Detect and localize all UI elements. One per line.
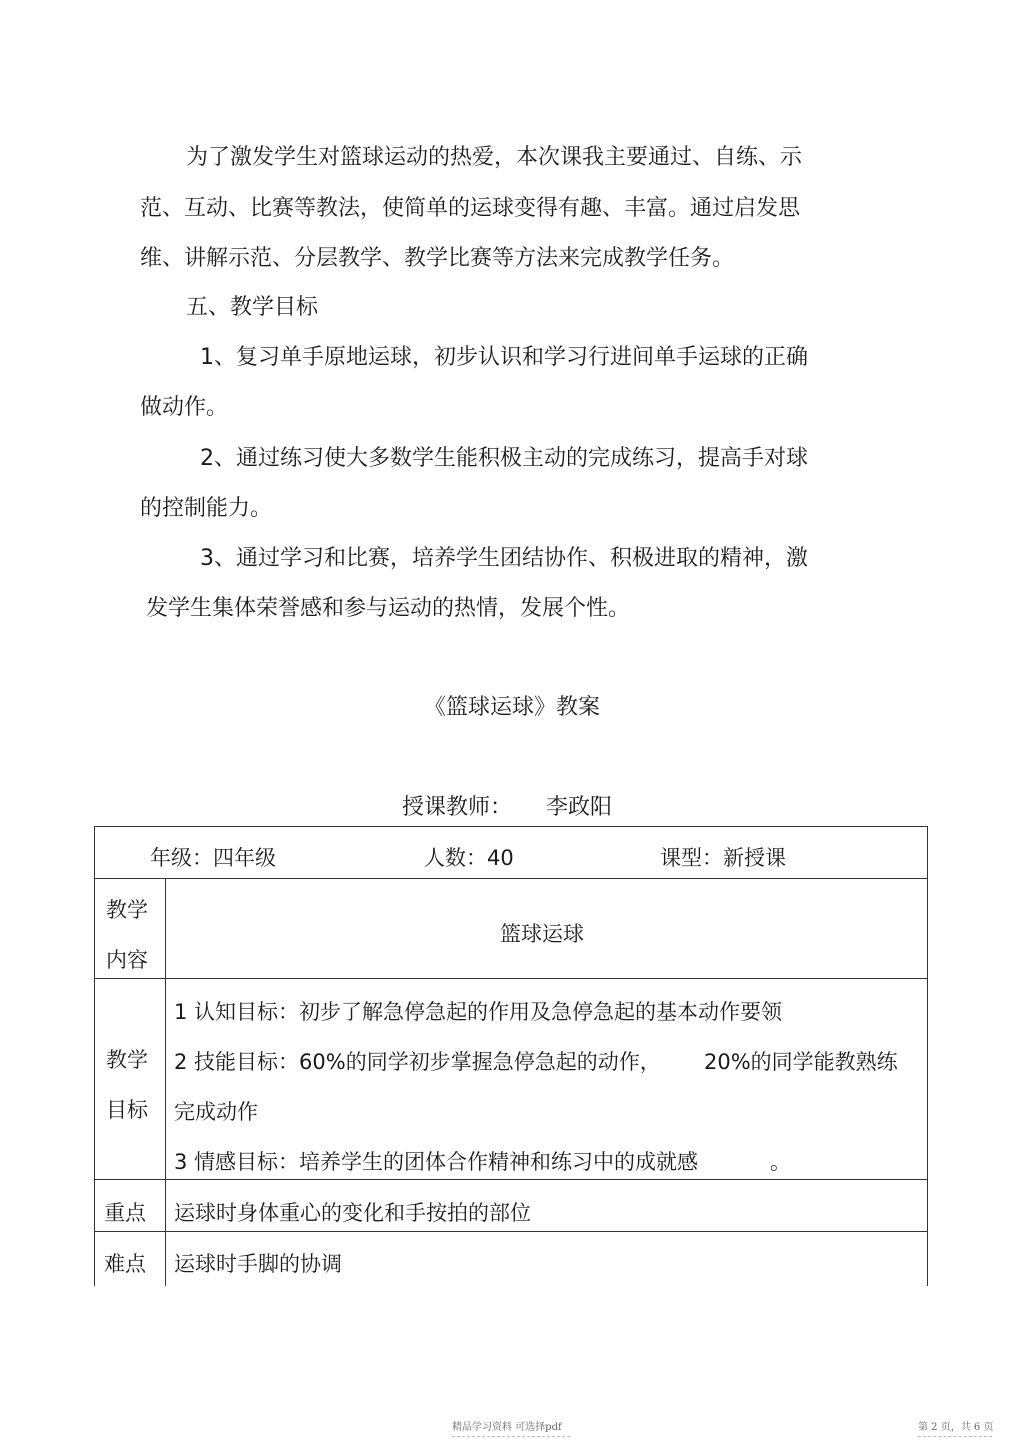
teacher-name: 李政阳 xyxy=(546,795,613,820)
teacher-label: 授课教师： xyxy=(402,795,513,820)
lesson-type-cell: 课型：新授课 xyxy=(660,846,786,870)
key-point-label: 重点 xyxy=(104,1201,146,1225)
goals-label: 目标 xyxy=(106,1098,148,1122)
paragraph-line: 2、通过练习使大多数学生能积极主动的完成练习，提高手对球 xyxy=(200,446,808,471)
content-value: 篮球运球 xyxy=(500,922,584,946)
goals-label: 教学 xyxy=(106,1048,148,1072)
footer-left: 精品学习资料 可选择pdf xyxy=(452,1422,562,1433)
goal-skill: 2 技能目标：60%的同学初步掌握急停急起的动作， xyxy=(174,1050,661,1074)
grade-cell: 年级：四年级 xyxy=(150,846,276,870)
difficulty-value: 运球时手脚的协调 xyxy=(174,1252,342,1276)
key-point-value: 运球时身体重心的变化和手按拍的部位 xyxy=(174,1201,531,1225)
goal-affective: 3 情感目标：培养学生的团体合作精神和练习中的成就感 xyxy=(174,1150,699,1174)
footer-left-dots xyxy=(452,1436,570,1437)
section-heading: 五、教学目标 xyxy=(186,295,319,320)
goal-cognitive: 1 认知目标：初步了解急停急起的作用及急停急起的基本动作要领 xyxy=(174,1000,783,1024)
paragraph-line: 的控制能力。 xyxy=(140,496,273,521)
paragraph-line: 1、复习单手原地运球，初步认识和学习行进间单手运球的正确 xyxy=(200,345,808,370)
teacher-line xyxy=(402,795,612,821)
content-label: 教学 xyxy=(106,898,148,922)
difficulty-label: 难点 xyxy=(104,1252,146,1276)
footer-page-number: 第 2 页，共 6 页 xyxy=(918,1422,994,1433)
goal-skill-part2: 20%的同学能教熟练 xyxy=(704,1050,898,1074)
paragraph-line: 范、互动、比赛等教法，使简单的运球变得有趣、丰富。通过启发思 xyxy=(140,196,801,221)
paragraph-line: 维、讲解示范、分层教学、教学比赛等方法来完成教学任务。 xyxy=(140,246,735,271)
content-label: 内容 xyxy=(106,948,148,972)
goal-skill-continued: 完成动作 xyxy=(174,1100,258,1124)
footer-right-dots xyxy=(918,1436,992,1437)
paragraph-line: 发学生集体荣誉感和参与运动的热情，发展个性。 xyxy=(146,596,631,621)
lesson-title: 《篮球运球》教案 xyxy=(423,695,600,720)
paragraph-line: 做动作。 xyxy=(140,395,229,420)
lesson-plan-table xyxy=(94,826,928,1286)
student-count-cell: 人数：40 xyxy=(424,846,514,870)
paragraph-line: 3、通过学习和比赛，培养学生团结协作、积极进取的精神，激 xyxy=(200,546,808,571)
paragraph-line: 为了激发学生对篮球运动的热爱，本次课我主要通过、自练、示 xyxy=(186,145,803,170)
goal-affective-end: 。 xyxy=(770,1150,791,1174)
